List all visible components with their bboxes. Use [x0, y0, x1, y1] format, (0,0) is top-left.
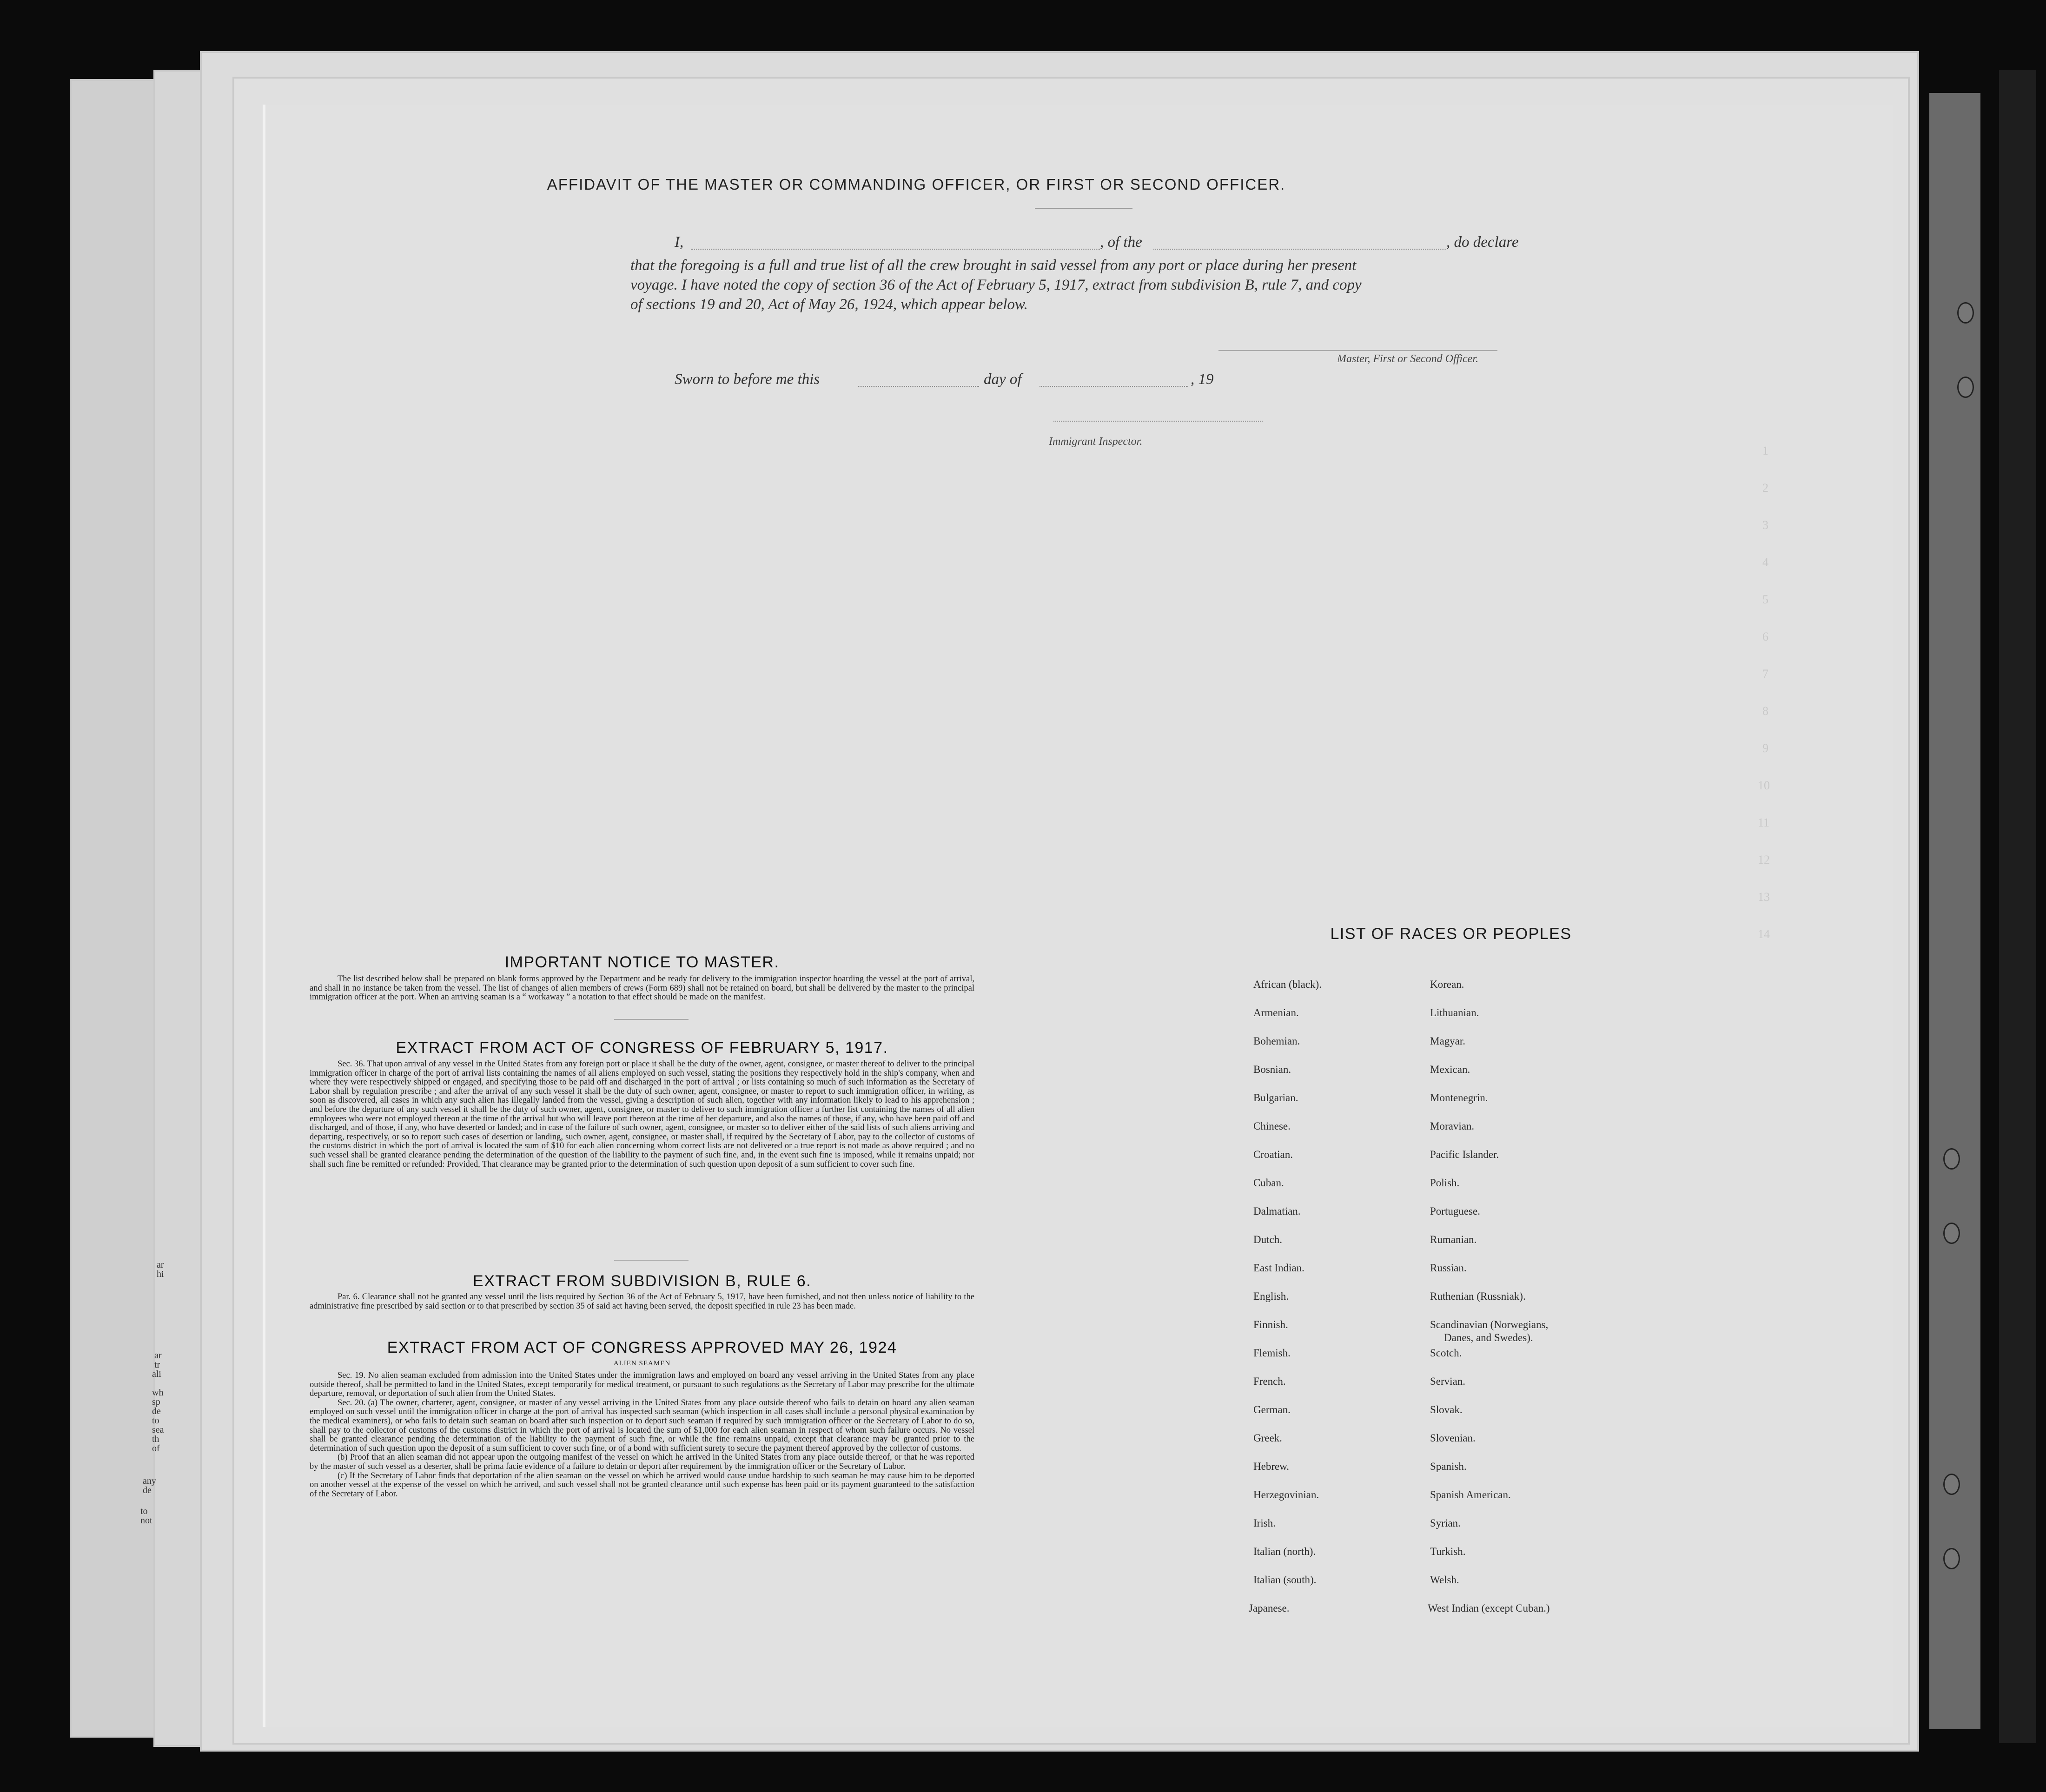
race-item: Turkish. — [1430, 1546, 1466, 1557]
sec-19-text: Sec. 19. No alien seaman excluded from admission into the United States under the immigration laws and employed on board any vessel arriving in the United States from any place outside thereof, shall be permitted to land in the United States, except temporarily for medical treatment, or pursuant to such regulations as the Secretary of Labor may prescribe for the ultimate departure, removal, or deportation of such alien from the United States. — [310, 1371, 974, 1399]
race-item: German. — [1253, 1404, 1291, 1415]
race-item: Croatian. — [1253, 1149, 1293, 1160]
edge-fragment: th — [152, 1434, 159, 1444]
race-item: Montenegrin. — [1430, 1092, 1488, 1104]
race-item: Moravian. — [1430, 1120, 1475, 1132]
sec-20b-text: (b) Proof that an alien seaman did not appear upon the outgoing manifest of the vessel on which he arrived in the United States from any place outside thereof, or that he was reported by the master of such vessel as a deserter, shall be prima facie evidence of a failure to detain or deport after requirement by the immigration officer or the Secretary of Labor. — [310, 1453, 974, 1471]
rule-6-title: EXTRACT FROM SUBDIVISION B, RULE 6. — [472, 1272, 812, 1290]
vessel-name-line[interactable] — [1153, 249, 1446, 250]
race-item: Korean. — [1430, 979, 1464, 990]
sworn-day-line[interactable] — [858, 386, 979, 387]
extract-1924-title: EXTRACT FROM ACT OF CONGRESS APPROVED MAY 26, 1924 — [387, 1339, 897, 1356]
edge-fragment: sea — [152, 1425, 164, 1435]
extract-1924-text — [310, 1371, 974, 1499]
inspector-caption: Immigrant Inspector. — [1049, 436, 1143, 448]
edge-fragment: tr — [154, 1360, 160, 1370]
race-item: Italian (north). — [1253, 1546, 1316, 1557]
race-item: East Indian. — [1253, 1262, 1304, 1274]
edge-fragment: de — [152, 1406, 161, 1416]
race-item: Italian (south). — [1253, 1574, 1317, 1586]
affidavit-title: AFFIDAVIT OF THE MASTER OR COMMANDING OFFICER, OR FIRST OR SECOND OFFICER. — [547, 176, 1286, 193]
extract-1917-text: Sec. 36. That upon arrival of any vessel in the United States from any foreign port or place it shall be the duty of the owner, agent, consignee, or master thereof to deliver to the principal immigration officer in charge of the port of arrival lists containing the names of all aliens employed on such vessel, stating the positions they respectively hold in the ship's company, when and where they were respectively shipped or engaged, and specifying those to be paid off and discharged in the port of arrival ; or lists containing so much of such information as the Secretary of Labor shall by regulation prescribe ; and after the arrival of any such vessel it shall be the duty of such owner, agent, consignee, or master to report to such immigration officer, in writing, as soon as discovered, all cases in which any such alien has illegally landed from the vessel, giving a description of such alien, together with any information likely to lead to his apprehension ; and before the departure of any such vessel it shall be the duty of such owner, agent, consignee, or master to deliver to such immigration officer a further list containing the names of all alien employees who were not employed thereon at the time of the arrival but who will leave port thereon at the time of her departure, and also the names of those, if any, who have been paid off and discharged, and of those, if any, who have deserted or landed; and in case of the failure of such owner, agent, consignee, or master so to deliver either of the said lists of such aliens arriving and departing, respectively, or so to report such cases of desertion or landing, such owner, agent, consignee, or master shall, if required by the Secretary of Labor, pay to the collector of customs of the customs district in which the port of arrival is located the sum of $10 for each alien concerning whom correct lists are not delivered or a true report is not made as above required ; and no such vessel shall be granted clearance pending the determination of the question of the liability to the payment of such fine, and, in the event such fine is imposed, while it remains unpaid; nor shall such fine be remitted or refunded: Provided, That clearance may be granted prior to the determination of such question upon deposit of a sum sufficient to cover such fine. — [310, 1059, 974, 1169]
affidavit-line-2: that the foregoing is a full and true list of all the crew brought in said vessel from any port or place during her present — [630, 257, 1357, 274]
affidavit-i-label: I, — [675, 234, 684, 251]
race-item: Lithuanian. — [1430, 1007, 1479, 1018]
extract-1917-title: EXTRACT FROM ACT OF CONGRESS OF FEBRUARY 5, 1917. — [396, 1039, 888, 1057]
affidavit-line-4: of sections 19 and 20, Act of May 26, 1924, which appear below. — [630, 296, 1028, 313]
race-item: Finnish. — [1253, 1319, 1288, 1330]
punch-hole-icon — [1957, 377, 1974, 398]
race-item: Polish. — [1430, 1177, 1460, 1189]
punch-hole-icon — [1943, 1548, 1960, 1569]
alien-seamen-subtitle: ALIEN SEAMEN — [613, 1360, 671, 1367]
race-item: Servian. — [1430, 1375, 1466, 1387]
race-item: Flemish. — [1253, 1347, 1291, 1359]
notice-divider — [614, 1019, 689, 1020]
race-item: Russian. — [1430, 1262, 1467, 1274]
race-item: Chinese. — [1253, 1120, 1291, 1132]
affidavit-do-declare: , do declare — [1446, 234, 1519, 251]
race-item: Spanish American. — [1430, 1489, 1511, 1501]
race-item: Dutch. — [1253, 1234, 1282, 1245]
inspector-signature-line[interactable] — [1053, 421, 1263, 422]
race-item: Magyar. — [1430, 1035, 1466, 1047]
punch-hole-icon — [1943, 1223, 1960, 1244]
edge-fragment: de — [143, 1485, 152, 1495]
edge-fragment: to — [152, 1415, 159, 1426]
race-item: Irish. — [1253, 1517, 1276, 1529]
form-page: 1 2 3 4 5 6 7 8 9 10 11 12 13 14 AFFIDAVIT OF THE MASTER OR COMMANDING OFFICER, OR FIRST OR SECOND OFFICER. I, , of the , do declare that the foregoing is a full and true list of all the crew brought in said vessel from any port or place during her present voyage. I have noted the copy of section 36 of the Act of February 5, 1917, extract from subdivision B, rule 7, and copy of sections 19 and 20, Act of May 26, 1924, which appear below. Master, First or Second Officer. Sworn to before me this day of , 19 Immigrant Inspector. IMPORTANT NOTICE TO MASTER. The list described below shall be prepared on blank forms approved by the Department and be ready for delivery to the immigration inspector boarding the vessel at the port of arrival, and shall in no instance be taken from the vessel. The list of changes of alien members of crews (Form 689) shall not be retained on board, but shall be delivered by the master to the principal immigration officer at the port. When an arriving seaman is a “ workaway ” a notation to that effect should be made on the manifest. EXTRACT FROM ACT OF CONGRESS OF FEBRUARY 5, 1917. Sec. 36. That upon arrival of any vessel in the United States from any foreign port or place it shall be the duty of the owner, agent, consignee, or master thereof to deliver to the principal immigration officer in charge of the port of arrival lists containing the names of all aliens employed on such vessel, stating the positions they respectively hold in the ship's company, when and where they were respectively shipped or engaged, and specifying those to be paid off and discharged in the port of arrival ; or lists containing so much of such information as the Secretary of Labor shall by regulation prescribe ; and after the arrival of any such vessel it shall be the duty of such owner, agent, consignee, or master to report to such immigration officer, in writing, as soon as discovered, all cases in which any such alien has illegally landed from the vessel, giving a description of such alien, together with any information likely to lead to his apprehension ; and before the departure of any such vessel it shall be the duty of such owner, agent, consignee, or master to deliver to such immigration officer a further list containing the names of all alien employees who were not employed thereon at the time of the arrival but who will leave port thereon at the time of her departure, and also the names of those, if any, who have been paid off and discharged, and of those, if any, who have deserted or landed; and in case of the failure of such owner, agent, consignee, or master so to deliver either of the said lists of such aliens arriving and departing, respectively, or so to report such cases of desertion or landing, such owner, agent, consignee, or master shall, if required by the Secretary of Labor, pay to the collector of customs of the customs district in which the port of arrival is located the sum of $10 for each alien concerning whom correct lists are not delivered or a true report is not made as above required ; and no such vessel shall be granted clearance pending the determination of the question of the liability to the payment of such fine, and, in the event such fine is imposed, while it remains unpaid; nor shall such fine be remitted or refunded: Provided, That clearance may be granted prior to the determination of such question upon deposit of a sum sufficient to cover such fine. EXTRACT FROM SUBDIVISION B, RULE 6. Par. 6. Clearance shall not be granted any vessel until the lists required by Section 36 of the Act of February 5, 1917, have been furnished, and not then unless notice of liability to the administrative fine prescribed by said section or to that prescribed by section 35 of said act having been served, the deposit specified in rule 23 has been made. EXTRACT FROM ACT OF CONGRESS APPROVED MAY 26, 1924 ALIEN SEAMEN Sec. 19. No alien seaman excluded from admission into the United States under the immigration laws and employed on board any vessel arriving in the United States from any place outside thereof, shall be permitted to land in the United States, except temporarily for medical treatment, or pursuant to such regulations as the Secretary of Labor may prescribe for the ultimate departure, removal, or deportation of such alien from the United States. Sec. 20. (a) The owner, charterer, agent, consignee, or master of any vessel arriving in the United States from any place outside thereof who fails to detain on board any alien seaman employed on such vessel until the immigration officer in charge at the port of arrival has inspected such seaman (which inspection in all cases shall include a personal physical examination by the medical examiners), or who fails to detain such seaman on board after such inspection or to deport such seaman if required by such immigration officer or the Secretary of Labor to do so, shall pay to the collector of customs of the customs district in which the port of arrival is located the sum of $1,000 for each alien seaman in respect of whom such failure occurs. No vessel shall be granted clearance pending the determination of the liability to the payment of such fine, or while the fine remains unpaid, except that clearance may be granted prior to the determination of such question upon the deposit of a sum sufficient to cover such fine, or of a bond with sufficient surety to secure the payment thereof approved by the collector of customs. (b) Proof that an alien seaman did not appear upon the outgoing manifest of the vessel on which he arrived in the United States from any place outside thereof, or that he was reported by the master of such vessel as a deserter, shall be prima facie evidence of a failure to detain or deport after requirement by the immigration officer or the Secretary of Labor. (c) If the Secretary of Labor finds that deportation of the alien seaman on the vessel on which he arrived would cause undue hardship to such seaman he may cause him to be deported on another vessel at the expense of the vessel on which he arrived, and such vessel shall not be granted clearance until such expense has been paid or its payment guaranteed to the satisfaction of the Secretary of Labor. LIST OF RACES OR PEOPLES African (black). Armenian. Bohemian. Bosnian. Bulgarian. Chinese. Croatian. Cuban. Dalmatian. Dutch. East Indian. English. Finnish. Flemish. French. German. Greek. Hebrew. Herzegovinian. Irish. Italian (north). Italian (south). Japanese. Korean. Lithuanian. Magyar. Mexican. Montenegrin. Moravian. Pacific Islander. Polish. Portuguese. Rumanian. Russian. Ruthenian (Russniak). Scandinavian (Norwegians, Danes, and Swedes). Scotch. Servian. Slovak. Slovenian. Spanish. Spanish American. Syrian. Turkish. Welsh. West Indian (except Cuban.) — [263, 105, 1893, 1727]
punch-hole-icon — [1957, 302, 1974, 324]
race-item-continuation: Danes, and Swedes). — [1444, 1332, 1533, 1343]
punch-hole-icon — [1943, 1148, 1960, 1170]
master-name-line[interactable] — [691, 249, 1100, 250]
race-item: Japanese. — [1249, 1602, 1290, 1614]
race-item: Slovenian. — [1430, 1432, 1476, 1444]
race-item: West Indian (except Cuban.) — [1428, 1602, 1550, 1614]
edge-fragment: sp — [152, 1397, 160, 1407]
affidavit-divider — [1035, 208, 1132, 209]
edge-fragment: to — [140, 1506, 148, 1516]
sec-20c-text: (c) If the Secretary of Labor finds that deportation of the alien seaman on the vessel on which he arrived would cause undue hardship to such seaman he may cause him to be deported on another vessel at the expense of the vessel on which he arrived, and such vessel shall not be granted clearance until such expense has been paid or its payment guaranteed to the satisfaction of the Secretary of Labor. — [310, 1471, 974, 1499]
race-item: French. — [1253, 1375, 1286, 1387]
rule-6-text: Par. 6. Clearance shall not be granted any vessel until the lists required by Section 36 of the Act of February 5, 1917, have been furnished, and not then unless notice of liability to the administrative fine prescribed by said section or to that prescribed by section 35 of said act having been served, the deposit specified in rule 23 has been made. — [310, 1292, 974, 1311]
edge-fragment: any — [143, 1476, 156, 1486]
race-item: Armenian. — [1253, 1007, 1299, 1018]
binder-edge — [1999, 70, 2036, 1743]
edge-fragment: ar — [154, 1350, 162, 1361]
sworn-label: Sworn to before me this — [675, 371, 820, 388]
race-item: African (black). — [1253, 979, 1322, 990]
edge-fragment: wh — [152, 1388, 164, 1398]
race-item: Dalmatian. — [1253, 1205, 1301, 1217]
race-item: Rumanian. — [1430, 1234, 1477, 1245]
race-item: Mexican. — [1430, 1064, 1470, 1075]
race-item: Cuban. — [1253, 1177, 1284, 1189]
edge-fragment: of — [152, 1443, 160, 1454]
master-signature-line[interactable] — [1218, 350, 1497, 351]
race-item: Hebrew. — [1253, 1461, 1290, 1472]
race-item: Herzegovinian. — [1253, 1489, 1319, 1501]
race-item: Scotch. — [1430, 1347, 1462, 1359]
race-item: Syrian. — [1430, 1517, 1461, 1529]
day-of-label: day of — [984, 371, 1022, 388]
notice-text: The list described below shall be prepared on blank forms approved by the Department and be ready for delivery to the immigration inspector boarding the vessel at the port of arrival, and shall in no instance be taken from the vessel. The list of changes of alien members of crews (Form 689) shall not be retained on board, but shall be delivered by the master to the principal immigration officer at the port. When an arriving seaman is a “ workaway ” a notation to that effect should be made on the manifest. — [310, 974, 974, 1002]
edge-fragment: ali — [152, 1369, 161, 1379]
race-item: Greek. — [1253, 1432, 1282, 1444]
race-item: Spanish. — [1430, 1461, 1467, 1472]
edge-fragment: ar — [157, 1260, 164, 1270]
races-title: LIST OF RACES OR PEOPLES — [1330, 925, 1572, 943]
affidavit-line-3: voyage. I have noted the copy of section 36 of the Act of February 5, 1917, extract from subdivision B, rule 7, and copy — [630, 277, 1362, 293]
sworn-month-line[interactable] — [1040, 386, 1188, 387]
master-signature-caption: Master, First or Second Officer. — [1337, 353, 1478, 365]
race-item: Welsh. — [1430, 1574, 1459, 1586]
extract-1917-divider — [614, 1260, 689, 1261]
race-item: Bohemian. — [1253, 1035, 1300, 1047]
sec-20a-text: Sec. 20. (a) The owner, charterer, agent, consignee, or master of any vessel arriving in the United States from any place outside thereof who fails to detain on board any alien seaman employed on such vessel until the immigration officer in charge at the port of arrival has inspected such seaman (which inspection in all cases shall include a personal physical examination by the medical examiners), or who fails to detain such seaman on board after such inspection or to deport such seaman if required by such immigration officer or the Secretary of Labor to do so, shall pay to the collector of customs of the customs district in which the port of arrival is located the sum of $1,000 for each alien seaman in respect of whom such failure occurs. No vessel shall be granted clearance pending the determination of the liability to the payment of such fine, or while the fine remains unpaid, except that clearance may be granted prior to the determination of such question upon the deposit of a sum sufficient to cover such fine, or of a bond with sufficient surety to secure the payment thereof approved by the collector of customs. — [310, 1398, 974, 1453]
race-item: Bulgarian. — [1253, 1092, 1298, 1104]
edge-fragment: hi — [157, 1269, 164, 1279]
punch-hole-icon — [1943, 1474, 1960, 1495]
race-item: English. — [1253, 1290, 1289, 1302]
race-item: Slovak. — [1430, 1404, 1463, 1415]
race-item: Pacific Islander. — [1430, 1149, 1499, 1160]
year-label: , 19 — [1191, 371, 1214, 388]
race-item: Portuguese. — [1430, 1205, 1480, 1217]
edge-fragment: not — [140, 1515, 152, 1526]
race-item: Bosnian. — [1253, 1064, 1291, 1075]
affidavit-of-the-label: , of the — [1100, 234, 1142, 251]
race-item: Ruthenian (Russniak). — [1430, 1290, 1526, 1302]
notice-title: IMPORTANT NOTICE TO MASTER. — [504, 953, 780, 971]
race-item: Scandinavian (Norwegians, — [1430, 1319, 1549, 1330]
